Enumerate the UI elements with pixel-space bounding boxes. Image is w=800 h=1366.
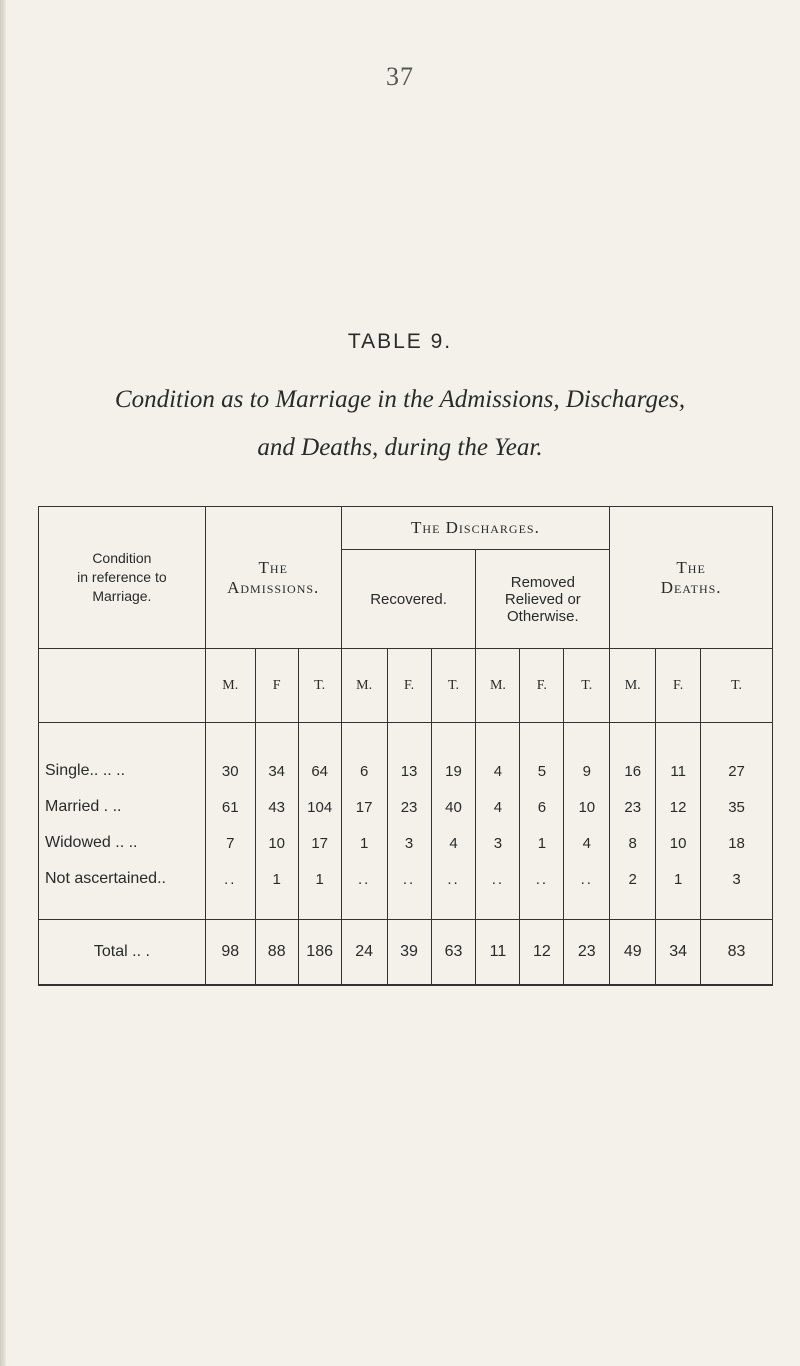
table-cell: 3 <box>476 825 520 861</box>
page-number: 37 <box>386 62 414 91</box>
header-admissions <box>205 507 341 649</box>
table-cell: 19 <box>431 723 476 790</box>
table-cell: 64 <box>298 723 341 790</box>
table-cell: 186 <box>298 920 341 986</box>
table-cell: 34 <box>255 723 298 790</box>
table-cell: 30 <box>205 723 255 790</box>
table-cell: 1 <box>298 861 341 897</box>
header-condition-line-2: in reference to <box>77 569 167 585</box>
table-cell: 88 <box>255 920 298 986</box>
header-removed-line-2: Relieved or <box>504 590 581 608</box>
header-removed <box>476 550 610 649</box>
table-cell: 16 <box>610 723 656 790</box>
table-spacer-row <box>39 897 773 920</box>
table-cell: .. <box>520 861 564 897</box>
table-cell: 49 <box>610 920 656 986</box>
table-cell: 35 <box>701 789 773 825</box>
table-row-total <box>39 920 773 986</box>
row-label: Married . .. <box>39 789 206 825</box>
header-deaths <box>610 507 773 649</box>
table-cell: .. <box>564 861 610 897</box>
header-removed-line-3: Otherwise. <box>507 607 579 625</box>
table-title: TABLE 9. <box>347 330 453 353</box>
table-cell: .. <box>205 861 255 897</box>
table-cell: 4 <box>476 723 520 790</box>
table-cell: 23 <box>610 789 656 825</box>
header-discharges: The Discharges. <box>341 507 610 550</box>
header-sub-t: T. <box>701 649 773 723</box>
table-cell: 2 <box>610 861 656 897</box>
table-cell: 13 <box>387 723 431 790</box>
table-row-widowed <box>39 825 773 861</box>
header-sub-empty <box>39 649 206 723</box>
table-cell: 4 <box>564 825 610 861</box>
table-cell: 8 <box>610 825 656 861</box>
table-row-not-ascertained <box>39 861 773 897</box>
table-cell: 9 <box>564 723 610 790</box>
table-cell: 12 <box>520 920 564 986</box>
table-cell: 18 <box>701 825 773 861</box>
header-sub-m: M. <box>610 649 656 723</box>
table-cell: 43 <box>255 789 298 825</box>
header-condition-line-3: Marriage. <box>92 588 152 604</box>
table-cell: 17 <box>341 789 387 825</box>
row-label: Not ascertained.. <box>39 861 206 897</box>
table-cell: 39 <box>387 920 431 986</box>
table-row-married <box>39 789 773 825</box>
table-cell: 17 <box>298 825 341 861</box>
table-cell: 1 <box>341 825 387 861</box>
table-cell: .. <box>387 861 431 897</box>
header-deaths-line-2: Deaths. <box>660 577 722 597</box>
header-removed-line-1: Removed <box>510 573 575 591</box>
header-admissions-line-2: Admissions. <box>227 577 320 597</box>
table-cell: 4 <box>431 825 476 861</box>
table-row-single <box>39 723 773 790</box>
header-sub-f: F. <box>520 649 564 723</box>
table-cell: 23 <box>387 789 431 825</box>
row-label: Single.. .. .. <box>39 723 206 790</box>
row-label-total: Total .. . <box>39 920 206 986</box>
table-cell: .. <box>431 861 476 897</box>
table-cell: 34 <box>656 920 701 986</box>
header-admissions-line-1: The <box>258 557 288 577</box>
table-cell: 7 <box>205 825 255 861</box>
table-cell: 40 <box>431 789 476 825</box>
table-cell: 61 <box>205 789 255 825</box>
table-cell: 1 <box>255 861 298 897</box>
table-cell: 11 <box>476 920 520 986</box>
header-sub-f: F. <box>387 649 431 723</box>
table-cell: 6 <box>341 723 387 790</box>
table-cell: 5 <box>520 723 564 790</box>
table-cell: 10 <box>656 825 701 861</box>
table-cell: 23 <box>564 920 610 986</box>
header-sub-m: M. <box>205 649 255 723</box>
table-cell: 3 <box>387 825 431 861</box>
table-cell: 63 <box>431 920 476 986</box>
header-sub-t: T. <box>564 649 610 723</box>
table-subtitle-line-1: Condition as to Marriage in the Admissions, Discharges, <box>114 386 686 413</box>
table-cell: 12 <box>656 789 701 825</box>
header-sub-m: M. <box>341 649 387 723</box>
table-cell: 6 <box>520 789 564 825</box>
row-label: Widowed .. .. <box>39 825 206 861</box>
header-sub-t: T. <box>298 649 341 723</box>
table-cell: 1 <box>656 861 701 897</box>
table-cell: 1 <box>520 825 564 861</box>
header-recovered: Recovered. <box>341 550 476 649</box>
header-deaths-line-1: The <box>676 557 706 577</box>
table-cell: 104 <box>298 789 341 825</box>
table-cell: 27 <box>701 723 773 790</box>
page-edge <box>0 0 6 1366</box>
table-cell: 98 <box>205 920 255 986</box>
header-condition <box>39 507 206 649</box>
table-cell: 10 <box>255 825 298 861</box>
marriage-condition-table <box>38 506 773 986</box>
header-sub-f: F <box>255 649 298 723</box>
header-sub-f: F. <box>656 649 701 723</box>
header-sub-t: T. <box>431 649 476 723</box>
header-condition-line-1: Condition <box>92 550 152 566</box>
table-cell: 83 <box>701 920 773 986</box>
table-cell: 4 <box>476 789 520 825</box>
table-cell: 11 <box>656 723 701 790</box>
table-cell: 3 <box>701 861 773 897</box>
table-cell: .. <box>341 861 387 897</box>
table-cell: .. <box>476 861 520 897</box>
table-cell: 24 <box>341 920 387 986</box>
table-cell: 10 <box>564 789 610 825</box>
table-subtitle-line-2: and Deaths, during the Year. <box>257 434 543 461</box>
header-sub-m: M. <box>476 649 520 723</box>
